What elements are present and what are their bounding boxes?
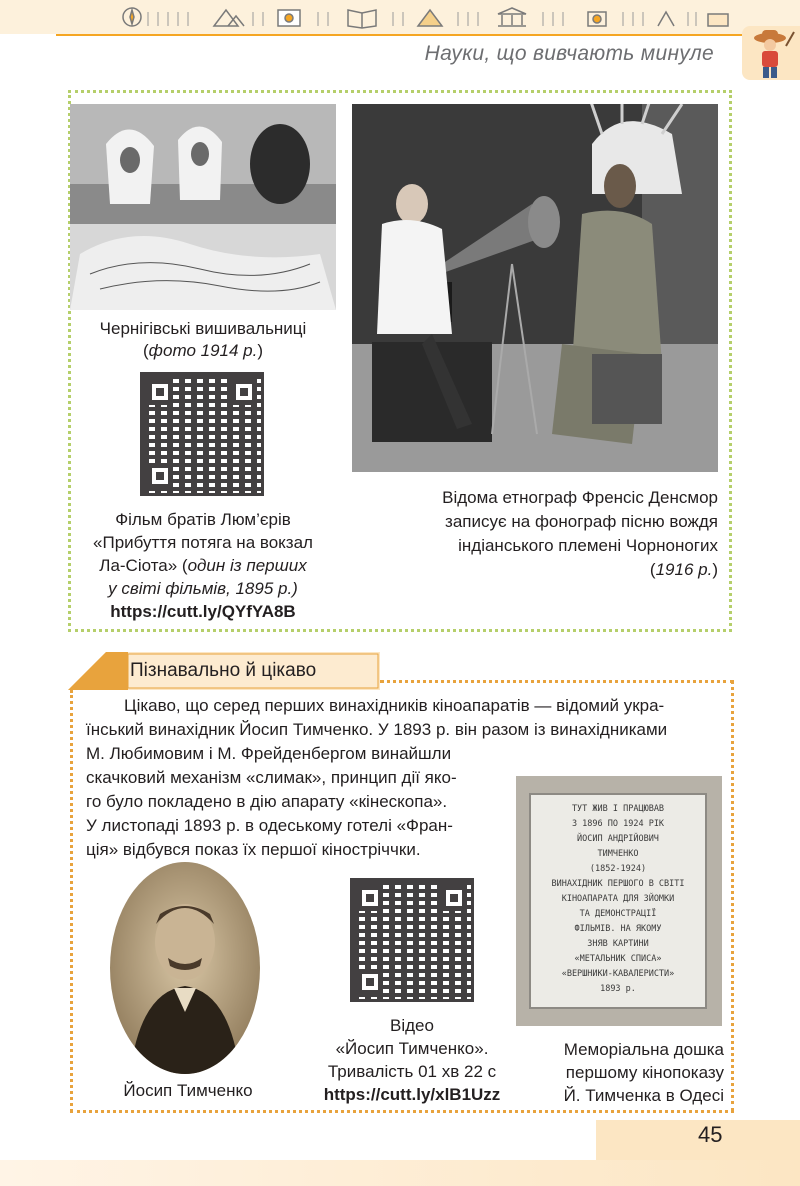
info-line4: скачковий механізм «слимак», принцип дії яко- bbox=[86, 768, 457, 787]
qr2-finder-top-right bbox=[441, 885, 467, 911]
film-qr-code[interactable] bbox=[140, 372, 264, 496]
embroiderers-caption bbox=[70, 318, 336, 362]
plaque-line-7: КІНОАПАРАТА ДЛЯ ЗЙОМКИ bbox=[561, 894, 675, 904]
film-caption-line4-italic: у світі фільмів, 1895 р.) bbox=[108, 579, 298, 598]
densmore-caption-line1: Відома етнограф Френсіс Денсмор bbox=[442, 488, 718, 507]
info-line1: Цікаво, що серед перших винахідників кіноапаратів — відомий укра- bbox=[124, 696, 665, 715]
film-caption-line1: Фільм братів Люм’єрів bbox=[115, 510, 291, 529]
map-icon bbox=[278, 10, 300, 26]
info-line7: ція» відбувся показ їх першої кіностріччки. bbox=[86, 840, 421, 859]
info-paragraph-full bbox=[86, 694, 718, 742]
plaque-inscription bbox=[532, 802, 704, 997]
qr2-finder-top-left bbox=[357, 885, 383, 911]
pyramid-icon bbox=[418, 10, 442, 26]
plaque-line-3: ЙОСИП АНДРІЙОВИЧ bbox=[577, 834, 659, 844]
timchenko-portrait bbox=[110, 862, 260, 1074]
portrait-caption: Йосип Тимченко bbox=[123, 1081, 253, 1100]
qr2-finder-bottom-left bbox=[357, 969, 383, 995]
plaque-line-8: ТА ДЕМОНСТРАЦІЇ bbox=[579, 909, 657, 919]
info-box-title: Пізнавально й цікаво bbox=[130, 660, 317, 681]
bottom-decorative-band bbox=[0, 1160, 800, 1186]
film-caption-line3: Ла-Сіота» ( bbox=[99, 556, 188, 575]
memorial-plaque-photo bbox=[516, 776, 722, 1026]
plaque-caption-line1: Меморіальна дошка bbox=[563, 1040, 724, 1059]
video-qr-code[interactable] bbox=[350, 878, 474, 1002]
plaque-caption bbox=[520, 1038, 724, 1107]
densmore-caption-paren-open: ( bbox=[649, 560, 656, 579]
video-caption-line2: «Йосип Тимченко». bbox=[335, 1039, 489, 1058]
temple-icon bbox=[498, 8, 526, 26]
decorative-icons-strip bbox=[118, 4, 738, 30]
plaque-line-5: (1852-1924) bbox=[589, 864, 647, 874]
info-box-top-border bbox=[380, 680, 734, 683]
running-header-title: Науки, що вивчають минуле bbox=[424, 42, 714, 65]
video-caption-line1: Відео bbox=[390, 1016, 434, 1035]
plaque-line-12: «ВЕРШНИКИ-КАВАЛЕРИСТИ» bbox=[561, 969, 675, 979]
densmore-caption-paren-close: ) bbox=[712, 560, 718, 579]
plaque-line-4: ТИМЧЕНКО bbox=[597, 849, 639, 859]
embroiderers-photo bbox=[70, 104, 336, 310]
embroiderers-caption-paren-close: ) bbox=[257, 341, 264, 360]
film-caption-line3-italic: один із перших bbox=[187, 556, 307, 575]
explorer-figure-icon bbox=[742, 26, 800, 80]
video-url-link[interactable]: https://cutt.ly/xlB1Uzz bbox=[323, 1085, 501, 1104]
qr-finder-bottom-left bbox=[147, 463, 173, 489]
info-line2: їнський винахідник Йосип Тимченко. У 1893 р. він разом із винахідниками bbox=[86, 720, 668, 739]
densmore-caption-date: 1916 р. bbox=[655, 560, 713, 579]
densmore-caption bbox=[352, 486, 718, 582]
info-box-bottom-border bbox=[70, 1110, 734, 1113]
plaque-line-1: ТУТ ЖИВ І ПРАЦЮВАВ bbox=[571, 804, 665, 814]
page-number: 45 bbox=[698, 1122, 723, 1147]
compass-icon bbox=[123, 8, 141, 26]
plaque-caption-line2: першому кінопоказу bbox=[565, 1063, 724, 1082]
info-paragraph-narrow bbox=[86, 742, 506, 862]
plaque-line-2: З 1896 ПО 1924 РІК bbox=[571, 819, 665, 829]
film-url-link[interactable]: https://cutt.ly/QYfYA8B bbox=[110, 602, 296, 621]
embroiderers-caption-paren-open: ( bbox=[142, 341, 149, 360]
info-line5: го було покладено в дію апарату «кінескопа». bbox=[86, 792, 448, 811]
embroiderers-caption-date: фото 1914 р. bbox=[148, 341, 258, 360]
explorer-badge bbox=[742, 26, 800, 80]
qr-finder-top-right bbox=[231, 379, 257, 405]
header-rule bbox=[56, 34, 746, 36]
info-box-left-border bbox=[70, 690, 73, 1112]
info-line6: У листопаді 1893 р. в одеському готелі «Фран- bbox=[86, 816, 453, 835]
embroiderers-caption-line1: Чернігівські вишивальниці bbox=[99, 319, 307, 338]
plaque-line-9: ФІЛЬМІВ. НА ЯКОМУ bbox=[574, 924, 662, 934]
video-caption-line3: Тривалість 01 хв 22 с bbox=[327, 1062, 497, 1081]
video-qr-caption bbox=[296, 1014, 528, 1106]
film-qr-caption bbox=[70, 508, 336, 623]
qr-finder-top-left bbox=[147, 379, 173, 405]
info-box-right-border bbox=[731, 680, 734, 1112]
explorer-icon bbox=[588, 12, 728, 26]
mountain-icon bbox=[214, 10, 244, 26]
info-line3: М. Любимовим і М. Фрейденбергом винайшли bbox=[86, 744, 452, 763]
plaque-line-10: ЗНЯВ КАРТИНИ bbox=[587, 939, 649, 949]
plaque-line-6: ВИНАХІДНИК ПЕРШОГО В СВІТІ bbox=[551, 879, 685, 889]
plaque-caption-line3: Й. Тимченка в Одесі bbox=[563, 1086, 724, 1105]
densmore-photo bbox=[352, 104, 718, 472]
book-icon bbox=[348, 10, 376, 28]
plaque-line-11: «МЕТАЛЬНИК СПИСА» bbox=[574, 954, 662, 964]
densmore-caption-line3: індіанського племені Чорноногих bbox=[458, 536, 718, 555]
densmore-caption-line2: записує на фонограф пісню вождя bbox=[445, 512, 718, 531]
film-caption-line2: «Прибуття потяга на вокзал bbox=[93, 533, 313, 552]
plaque-line-13: 1893 р. bbox=[600, 984, 636, 994]
